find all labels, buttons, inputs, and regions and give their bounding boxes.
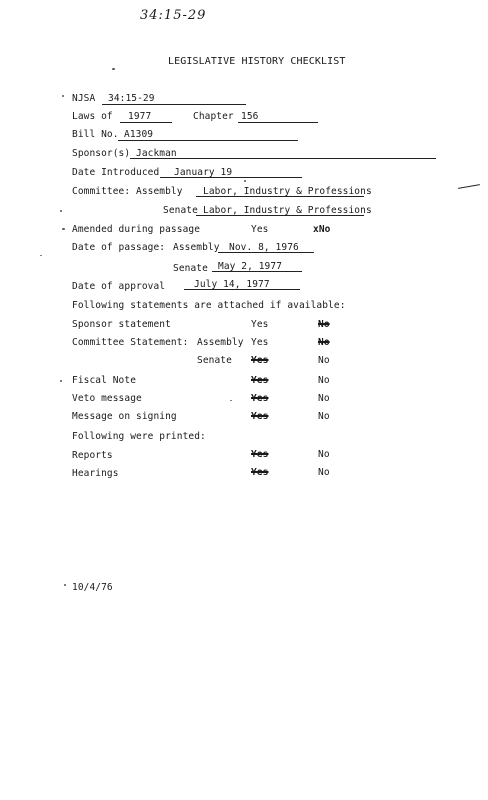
laws-of-value: 1977 (128, 111, 152, 122)
printed-header: Following were printed: (72, 431, 206, 442)
hearings-label: Hearings (72, 468, 119, 479)
scan-speck (230, 400, 232, 401)
committee-senate-label: Senate (163, 205, 198, 216)
sponsors-label: Sponsor(s) (72, 148, 131, 159)
committee-senate-value: Labor, Industry & Professions (203, 205, 372, 216)
date-introduced-underline (160, 177, 302, 178)
hearings-yes: Yes (251, 467, 269, 478)
laws-of-label: Laws of (72, 111, 113, 122)
passage-assembly-underline (218, 252, 314, 253)
njsa-label: NJSA (72, 93, 96, 104)
message-on-signing-label: Message on signing (72, 411, 177, 422)
date-introduced-value: January 19 (174, 167, 233, 178)
hearings-no: No (318, 467, 330, 478)
committee-senate-underline (196, 215, 364, 216)
scan-speck (60, 210, 62, 212)
page-title: LEGISLATIVE HISTORY CHECKLIST (168, 56, 346, 67)
passage-senate-underline (212, 271, 302, 272)
laws-of-underline (120, 122, 172, 123)
scan-speck (60, 380, 62, 382)
scan-speck (62, 228, 65, 230)
amended-label: Amended during passage (72, 224, 201, 235)
bill-no-underline (118, 140, 298, 141)
committee-statement-assembly-yes: Yes (251, 337, 269, 348)
committee-statement-assembly-label: Assembly (197, 337, 244, 348)
date-of-approval-label: Date of approval (72, 281, 166, 292)
date-of-passage-label: Date of passage: (72, 242, 166, 253)
scan-speck (244, 180, 246, 182)
handwritten-statute-note: 34:15-29 (140, 8, 207, 23)
committee-statement-senate-label: Senate (197, 355, 232, 366)
date-of-approval-value: July 14, 1977 (194, 279, 270, 290)
message-on-signing-no: No (318, 411, 330, 422)
committee-label: Committee: (72, 186, 131, 197)
statements-header: Following statements are attached if available: (72, 300, 346, 311)
message-on-signing-yes: Yes (251, 411, 269, 422)
sponsor-statement-yes: Yes (251, 319, 269, 330)
bill-no-label: Bill No. (72, 129, 119, 140)
veto-message-yes: Yes (251, 393, 269, 404)
sponsors-underline (130, 158, 436, 159)
committee-statement-assembly-no: No (318, 337, 330, 348)
passage-senate-label: Senate (173, 263, 208, 274)
amended-no: xNo (313, 224, 331, 235)
chapter-label: Chapter (193, 111, 234, 122)
passage-assembly-label: Assembly (173, 242, 220, 253)
committee-assembly-underline (196, 196, 364, 197)
sponsor-statement-no: No (318, 319, 330, 330)
sponsors-value: Jackman (136, 148, 177, 159)
fiscal-note-label: Fiscal Note (72, 375, 137, 386)
bill-no-value: A1309 (124, 129, 154, 140)
chapter-underline (238, 122, 318, 123)
committee-assembly-value: Labor, Industry & Professions (203, 186, 372, 197)
njsa-value: 34:15-29 (108, 93, 155, 104)
scan-speck (112, 68, 115, 70)
veto-message-no: No (318, 393, 330, 404)
chapter-value: 156 (241, 111, 259, 122)
veto-message-label: Veto message (72, 393, 142, 404)
amended-yes: Yes (251, 224, 269, 235)
committee-assembly-label: Assembly (136, 186, 183, 197)
scan-speck (40, 255, 42, 256)
passage-assembly-value: Nov. 8, 1976 (229, 242, 299, 253)
njsa-underline (102, 104, 246, 105)
fiscal-note-yes: Yes (251, 375, 269, 386)
margin-pen-mark (458, 184, 480, 189)
scan-speck (64, 584, 66, 586)
committee-statement-label: Committee Statement: (72, 337, 189, 348)
reports-label: Reports (72, 450, 113, 461)
committee-statement-senate-yes: Yes (251, 355, 269, 366)
committee-statement-senate-no: No (318, 355, 330, 366)
date-introduced-label: Date Introduced (72, 167, 160, 178)
passage-senate-value: May 2, 1977 (218, 261, 283, 272)
scan-speck (62, 95, 64, 97)
fiscal-note-no: No (318, 375, 330, 386)
footer-date: 10/4/76 (72, 582, 113, 593)
date-of-approval-underline (184, 289, 300, 290)
sponsor-statement-label: Sponsor statement (72, 319, 171, 330)
reports-no: No (318, 449, 330, 460)
reports-yes: Yes (251, 449, 269, 460)
